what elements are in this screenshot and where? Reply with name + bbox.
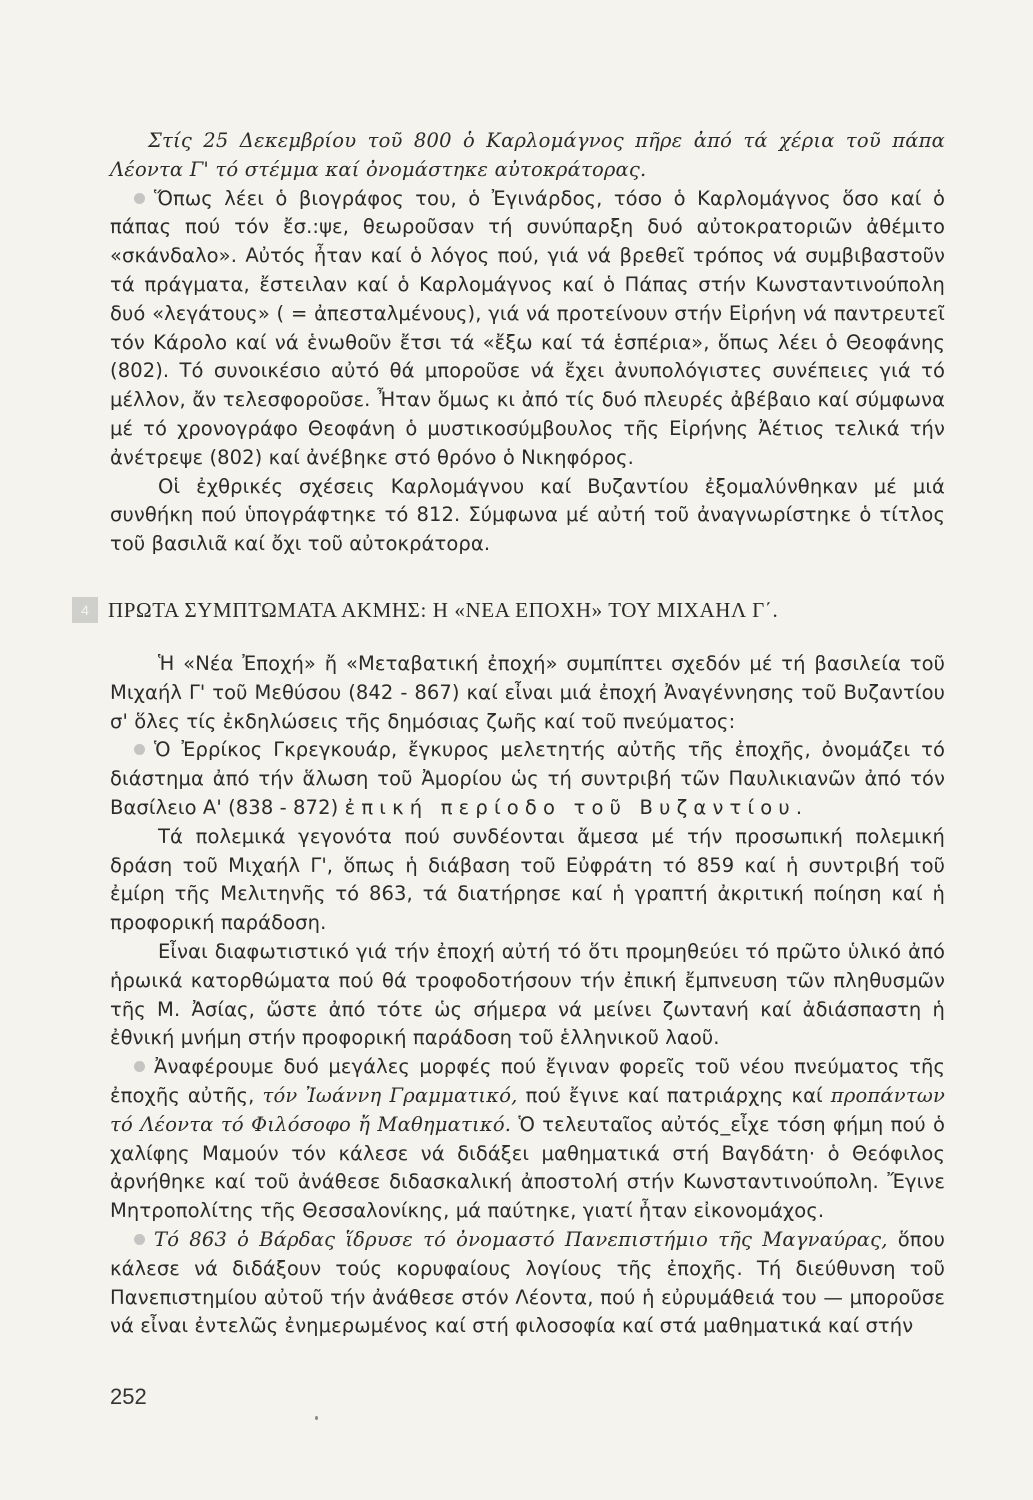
bullet-paragraph bbox=[110, 736, 945, 822]
bullet-paragraph bbox=[110, 185, 945, 473]
bullet-icon bbox=[134, 744, 145, 755]
paragraph-text: Ἀναφέρουμε δυό μεγάλες μορφές πού ἔγιναν φορεῖς τοῦ νέου πνεύματος τῆς ἐποχῆς αὐτῆς, bbox=[110, 1055, 945, 1107]
bullet-paragraph bbox=[110, 1226, 945, 1341]
ink-speck bbox=[315, 1416, 318, 1420]
paragraph-text: Ὁ τελευταῖος αὐτός_εἶχε τόση φήμη πού ὁ χαλίφης Μαμούν τόν κάλεσε νά διδάξει μαθηματικά στή Βαγδάτη· ὁ Θεόφιλος ἀρνήθηκε καί τοῦ ἀνάθεσε διδασκαλική ἀποστολή στήν Κωνσταντινούπολη. Ἔγινε Μητροπολίτης τῆς Θεσσαλονίκης, μά παύτηκε, γιατί ἦταν εἰκονομάχος. bbox=[110, 1112, 946, 1223]
section-body bbox=[110, 650, 945, 1341]
italic-name: προπάντων τό Λέοντα τό Φιλόσοφο ἤ Μαθηματικό. bbox=[110, 1083, 945, 1136]
top-text-block bbox=[110, 127, 945, 559]
section-heading bbox=[72, 597, 972, 623]
italic-intro: Στίς 25 Δεκεμβρίου τοῦ 800 ὁ Καρλομάγνος πῆρε ἀπό τά χέρια τοῦ πάπα Λέοντα Γ' τό στέμμα καί ὀνομάστηκε αὐτοκράτορας. bbox=[110, 129, 945, 181]
paragraph bbox=[110, 938, 945, 1053]
page-number: 252 bbox=[110, 1384, 147, 1409]
italic-phrase: Τό 863 ὁ Βάρδας ἵδρυσε τό ὀνομαστό Πανεπιστήμιο τῆς Μαγναύρας, bbox=[154, 1227, 888, 1251]
italic-name: τόν Ἰωάννη Γραμματικό, bbox=[262, 1083, 518, 1107]
bullet-paragraph bbox=[110, 1053, 945, 1226]
paragraph-text: Τά πολεμικά γεγονότα πού συνδέονται ἄμεσα μέ τήν προσωπική πολεμική δράση τοῦ Μιχαήλ Γ', ὅπως ἡ διάβαση τοῦ Εὐφράτη τό 859 καί ἡ συντριβή τοῦ ἐμίρη τῆς Μελιτηνῆς τό 863, τά διατήρησε καί ἡ γραπτή ἀκριτική ποίηση καί ἡ προφορική παράδοση. bbox=[110, 824, 945, 935]
paragraph-text: Ἡ «Νέα Ἐποχή» ἤ «Μεταβατική ἐποχή» συμπίπτει σχεδόν μέ τή βασιλεία τοῦ Μιχαήλ Γ' τοῦ Μεθύσου (842 - 867) καί εἶναι μιά ἐποχή Ἀναγέννησης τοῦ Βυζαντίου σ' ὅλες τίς ἐκδηλώσεις τῆς δημόσιας ζωῆς καί τοῦ πνεύματος: bbox=[110, 652, 945, 733]
spaced-emphasis: ἐπική περίοδο τοῦ Βυζαντίου. bbox=[344, 795, 809, 819]
paragraph-text: πού ἔγινε καί πατριάρχης καί bbox=[525, 1083, 823, 1107]
section-title: ΠΡΩΤΑ ΣΥΜΠΤΩΜΑΤΑ ΑΚΜΗΣ: Η «ΝΕΑ ΕΠΟΧΗ» ΤΟΥ ΜΙΧΑΗΛ Γ΄. bbox=[108, 597, 779, 622]
bullet-icon bbox=[134, 1234, 145, 1245]
paragraph-text: ὅπου κάλεσε νά διδάξουν τούς κορυφαίους λογίους τῆς ἐποχῆς. Τή διεύθυνση τοῦ Πανεπιστημίου αὐτοῦ τήν ἀνάθεσε στόν Λέοντα, πού ἡ εὐρυμάθειά του — μποροῦσε νά εἶναι ἐντελῶς ἐνημερωμένος καί στή φιλοσοφία καί στά μαθηματικά καί στήν bbox=[110, 1227, 945, 1338]
paragraph bbox=[110, 650, 945, 736]
paragraph-text: Εἶναι διαφωτιστικό γιά τήν ἐποχή αὐτή τό ὅτι προμηθεύει τό πρῶτο ὑλικό ἀπό ἡρωικά κατορθώματα πού θά τροφοδοτήσουν τήν ἐπική ἔμπνευση τῶν πληθυσμῶν τῆς Μ. Ἀσίας, ὥστε ἀπό τότε ὡς σήμερα νά μείνει ζωντανή καί ἀδιάσπαστη ἡ ἐθνική μνήμη στήν προφορική παράδοση τοῦ ἑλληνικοῦ λαοῦ. bbox=[110, 939, 945, 1050]
paragraph-text: Οἱ ἐχθρικές σχέσεις Καρλομάγνου καί Βυζαντίου ἐξομαλύνθηκαν μέ μιά συνθήκη πού ὑπογράφτηκε τό 812. Σύμφωνα μέ αὐτή τοῦ ἀναγνωρίστηκε ὁ τίτλος τοῦ βασιλιᾶ καί ὄχι τοῦ αὐτοκράτορα. bbox=[110, 474, 945, 556]
bullet-icon bbox=[134, 193, 145, 204]
bullet-paragraph-text: Ὅπως λέει ὁ βιογράφος του, ὁ Ἐγινάρδος, τόσο ὁ Καρλομάγνος ὅσο καί ὁ πάπας πού τόν ἔσ.:ψε, θεωροῦσαν τή συνύπαρξη δυό αὐτοκρατοριῶν ἀθέμιτο «σκάνδαλο». Αὐτός ἦταν καί ὁ λόγος πού, γιά νά βρεθεῖ τρόπος νά συμβιβαστοῦν τά πράγματα, ἔστειλαν καί ὁ Καρλομάγνος καί ὁ Πάπας στήν Κωνσταντινούπολη δυό «λεγάτους» ( = ἀπεσταλμένους), γιά νά προτείνουν στήν Εἰρήνη νά παντρευτεῖ τόν Κάρολο καί νά ἑνωθοῦν ἔτσι τά «ἔξω καί τά ἑσπέρια», ὅπως λέει ὁ Θεοφάνης (802). Τό συνοικέσιο αὐτό θά μποροῦσε νά ἔχει ἀνυπολόγιστες συνέπειες γιά τό μέλλον, ἄν τελεσφοροῦσε. Ἦταν ὅμως κι ἀπό τίς δυό πλευρές ἀβέβαιο καί σύμφωνα μέ τό χρονογράφο Θεοφάνη ὁ μυστικοσύμβουλος τῆς Εἰρήνης Ἀέτιος τελικά τήν ἀνέτρεψε (802) καί ἀνέβηκε στό θρόνο ὁ Νικηφόρος. bbox=[110, 186, 945, 469]
section-number-badge: 4 bbox=[72, 597, 98, 623]
paragraph bbox=[110, 823, 945, 938]
bullet-icon bbox=[134, 1061, 145, 1072]
paragraph bbox=[110, 473, 945, 559]
italic-intro-paragraph bbox=[110, 127, 945, 185]
paragraph-text: Ὁ Ἐρρίκος Γκρεγκουάρ, ἔγκυρος μελετητής αὐτῆς τῆς ἐποχῆς, ὀνομάζει τό διάστημα ἀπό τήν ἅλωση τοῦ Ἀμορίου ὡς τή συντριβή τῶν Παυλικιανῶν ἀπό τόν Βασίλειο Α' (838 - 872) bbox=[110, 738, 945, 819]
